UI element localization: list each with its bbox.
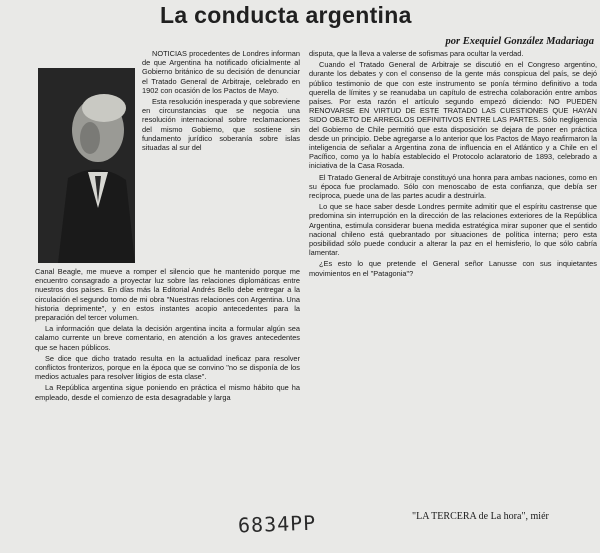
author-photo — [38, 68, 135, 263]
article-paragraph: Lo que se hace saber desde Londres permite admitir que el espíritu castrense que predomina sin interrupción en la dirección de las relaciones exteriores de la República Argentina, estimula considerar buena medida estratégica mirar suponer que el sentido nacional chileno está quebrantado por situaciones de política interna; pero esta posibilidad sólo puede conducir a alterar la paz en el hemisferio, lo que sólo cabría lamentar. — [309, 202, 597, 258]
article-paragraph: Esta resolución inesperada y que sobreviene en circunstancias que se negocia una resolución internacional sobre reclamaciones del mismo Gobierno, que sostiene sin fundamento jurídico soberanía sobre islas situadas al sur del — [142, 97, 300, 153]
article-paragraph: disputa, que la lleva a valerse de sofismas para ocultar la verdad. — [309, 49, 524, 58]
newspaper-source: "LA TERCERA de La hora", miér — [412, 511, 549, 522]
article-paragraph: Se dice que dicho tratado resulta en la actualidad ineficaz para resolver conflictos fronterizos, porque en la época que se convino "no se disponía de los medios actuales para resolver litigios de esta clase". — [35, 353, 300, 382]
article-paragraph: ¿Es esto lo que pretende el General señor Lanusse con sus inquietantes movimientos en el "Patagonia"? — [309, 259, 597, 278]
article-column-1-bottom — [35, 267, 300, 498]
article-paragraph: El Tratado General de Arbitraje constituyó una honra para ambas naciones, como en su época fue proclamado. Sólo con menoscabo de esta confianza, que debía ser recíproca, puede una de las partes acudir a destruirla. — [309, 172, 597, 201]
article-paragraph: Cuando el Tratado General de Arbitraje se discutió en el Congreso argentino, durante los debates y con el consenso de la gente más conspicua del país, se dejó público testimonio de que con este instrumento se ponía término definitivo a toda querella de límites y se reanudaba un capítulo de estrecha colaboración entre ambos países. Por esta razón el artículo segundo empezó diciendo: NO PUEDEN RENOVARSE EN VIRTUD DE ESTE TRATADO LAS CUESTIONES QUE HAYAN SIDO OBJETO DE ARREGLOS DEFINITIVOS ENTRE LAS PARTES. Sólo negligencia del Gobierno de Chile permitió que esta disposición se dejara de poner en práctica desde un principio. Debe agregarse a lo anterior que los Pactos de Mayo reafirmaron la inteligencia de señalar a Argentina zona de influencia en el Atlántico y a Chile en el Pacífico, como ya lo había establecido el Protocolo aclaratorio de 1893, celebrado a iniciativa de la Casa Rosada. — [309, 60, 597, 171]
article-column-1-top — [142, 49, 300, 271]
article-title: La conducta argentina — [160, 2, 412, 28]
article-paragraph: NOTICIAS procedentes de Londres informan de que Argentina ha notificado oficialmente al Gobierno británico de su decisión de denunciar el Tratado General de Arbitraje, celebrado en 1902 con ocasión de los Pactos de Mayo. — [142, 49, 300, 95]
article-column-2 — [309, 49, 597, 499]
article-byline: por Exequiel González Madariaga — [445, 36, 594, 47]
article-paragraph: La República argentina sigue poniendo en práctica el mismo hábito que ha empleado, desde el comienzo de esta desagradable y larga — [35, 383, 300, 402]
portrait-image — [38, 68, 135, 263]
article-paragraph: Canal Beagle, me mueve a romper el silencio que he mantenido porque me encuentro consagrado a proyectar luz sobre las relaciones diplomáticas entre nuestros dos países. En días más la Editorial Andrés Bello debe entregar a la circulación el segundo tomo de mi obra "Nuestras relaciones con Argentina. Una historia deprimente", y en estos instantes acopio antecedentes para la preparación del tercer volumen. — [35, 267, 300, 323]
handwritten-note: 6834PP — [237, 510, 317, 538]
article-paragraph: La información que delata la decisión argentina incita a formular algún sea calamo currente un breve comentario, en atención a los graves antecedentes que se hacen públicos. — [35, 324, 300, 352]
